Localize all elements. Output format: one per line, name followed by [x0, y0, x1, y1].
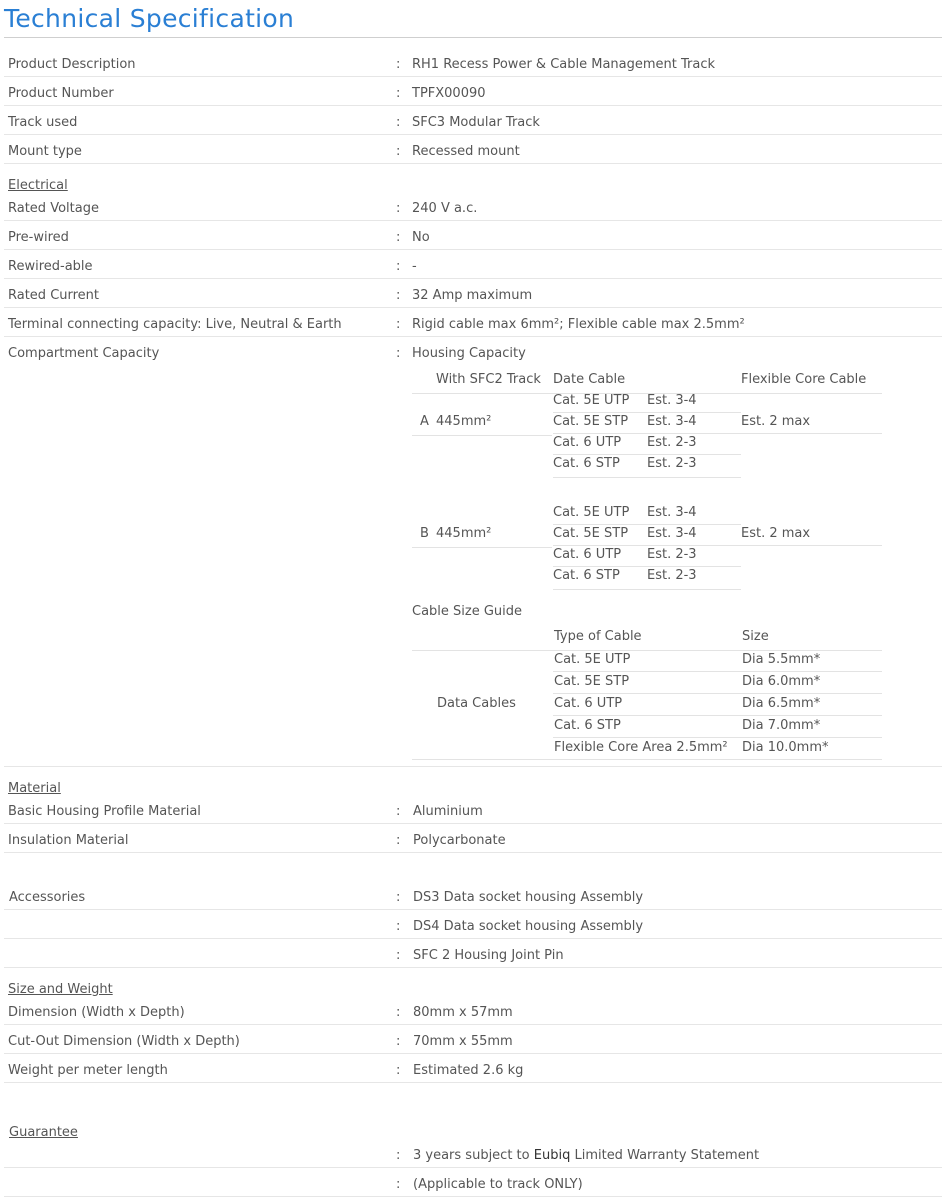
spec-label: Mount type [8, 144, 82, 159]
row-divider [4, 938, 942, 939]
spec-label: Pre-wired [8, 230, 69, 245]
housing-header-data: Date Cable [553, 372, 626, 387]
cable-estimate: Est. 3-4 [647, 393, 697, 408]
cable-estimate: Est. 2-3 [647, 568, 697, 583]
cable-type: Cat. 5E UTP [553, 393, 630, 408]
cable-guide-size: Dia 5.5mm* [742, 652, 821, 667]
colon: : [396, 86, 401, 101]
cable-guide-type: Cat. 5E STP [554, 674, 630, 689]
row-divider [4, 134, 942, 135]
row-divider [4, 1167, 942, 1168]
housing-group-id: B [420, 526, 429, 541]
spec-value: Polycarbonate [413, 833, 506, 848]
colon: : [396, 288, 401, 303]
housing-divider [412, 435, 552, 436]
housing-group-id: A [420, 414, 429, 429]
colon: : [396, 833, 401, 848]
spec-label: Accessories [9, 890, 86, 905]
spec-value: No [412, 230, 430, 245]
row-divider [4, 1024, 942, 1025]
colon: : [396, 230, 401, 245]
row-divider [4, 766, 942, 767]
spec-value: Housing Capacity [412, 346, 526, 361]
cable-guide-divider [553, 715, 882, 716]
guarantee-note: (Applicable to track ONLY) [413, 1177, 583, 1192]
cable-guide-divider [553, 737, 882, 738]
spec-label: Rewired-able [8, 259, 93, 274]
housing-divider [553, 524, 741, 525]
cable-guide-group-label: Data Cables [437, 696, 516, 711]
row-divider [4, 336, 942, 337]
housing-divider [553, 589, 741, 590]
guarantee-line [413, 1148, 759, 1163]
cable-estimate: Est. 3-4 [647, 414, 697, 429]
cable-estimate: Est. 2-3 [647, 435, 697, 450]
colon: : [396, 1005, 401, 1020]
row-divider [4, 76, 942, 77]
spec-label: Product Description [8, 57, 136, 72]
housing-header-flex: Flexible Core Cable [741, 372, 867, 387]
row-divider [4, 1082, 942, 1083]
cable-guide-size: Dia 10.0mm* [742, 740, 829, 755]
cable-guide-type: Cat. 6 UTP [554, 696, 623, 711]
section-heading-electrical: Electrical [8, 178, 68, 193]
colon: : [396, 201, 401, 216]
spec-value: 32 Amp maximum [412, 288, 533, 303]
spec-label: Terminal connecting capacity: Live, Neutral & Earth [8, 317, 342, 332]
eubiq-link[interactable]: Eubiq [533, 1148, 571, 1163]
guarantee-suffix: Limited Warranty Statement [570, 1148, 760, 1163]
housing-divider [412, 547, 552, 548]
accessory-item: DS4 Data socket housing Assembly [413, 919, 644, 934]
cable-guide-size: Dia 7.0mm* [742, 718, 821, 733]
row-divider [4, 852, 942, 853]
spec-value: SFC3 Modular Track [412, 115, 540, 130]
cable-estimate: Est. 2-3 [647, 456, 697, 471]
row-divider [4, 278, 942, 279]
cable-guide-header-size: Size [742, 629, 769, 644]
title-divider [4, 37, 942, 38]
colon: : [396, 346, 401, 361]
cable-guide-type: Cat. 5E UTP [554, 652, 631, 667]
section-heading-size-weight: Size and Weight [8, 982, 113, 997]
row-divider [4, 1053, 942, 1054]
housing-divider [553, 566, 741, 567]
colon: : [396, 948, 401, 963]
housing-group-size: 445mm² [436, 414, 492, 429]
cable-guide-type: Cat. 6 STP [554, 718, 621, 733]
accessory-item: DS3 Data socket housing Assembly [413, 890, 644, 905]
spec-value: 80mm x 57mm [413, 1005, 513, 1020]
row-divider [4, 105, 942, 106]
colon: : [396, 804, 401, 819]
housing-divider [553, 454, 741, 455]
cable-type: Cat. 6 STP [553, 568, 620, 583]
flex-estimate: Est. 2 max [741, 414, 811, 429]
colon: : [396, 1034, 401, 1049]
spec-value: RH1 Recess Power & Cable Management Track [412, 57, 716, 72]
cable-guide-heading: Cable Size Guide [412, 604, 523, 619]
spec-label: Track used [8, 115, 78, 130]
spec-label: Product Number [8, 86, 114, 101]
colon: : [396, 1148, 401, 1163]
row-divider [4, 249, 942, 250]
spec-label: Rated Current [8, 288, 100, 303]
spec-label: Dimension (Width x Depth) [8, 1005, 185, 1020]
cable-estimate: Est. 2-3 [647, 547, 697, 562]
housing-divider [553, 477, 741, 478]
spec-value: - [412, 259, 417, 274]
row-divider [4, 1196, 942, 1197]
colon: : [396, 1177, 401, 1192]
housing-header-track: With SFC2 Track [436, 372, 541, 387]
page-title: Technical Specification [4, 4, 295, 33]
spec-label: Cut-Out Dimension (Width x Depth) [8, 1034, 240, 1049]
colon: : [396, 890, 401, 905]
spec-label: Insulation Material [8, 833, 129, 848]
spec-value: Estimated 2.6 kg [413, 1063, 524, 1078]
row-divider [4, 967, 942, 968]
colon: : [396, 115, 401, 130]
colon: : [396, 919, 401, 934]
guarantee-prefix: 3 years subject to [413, 1148, 534, 1163]
spec-label: Rated Voltage [8, 201, 99, 216]
cable-guide-type: Flexible Core Area 2.5mm² [554, 740, 728, 755]
spec-value: Recessed mount [412, 144, 520, 159]
cable-type: Cat. 5E UTP [553, 505, 630, 520]
colon: : [396, 57, 401, 72]
section-heading-guarantee: Guarantee [9, 1125, 78, 1140]
cable-type: Cat. 5E STP [553, 526, 629, 541]
spec-value: 70mm x 55mm [413, 1034, 513, 1049]
cable-guide-header-type: Type of Cable [554, 629, 642, 644]
cable-type: Cat. 6 UTP [553, 435, 622, 450]
housing-divider [553, 433, 882, 434]
spec-label: Weight per meter length [8, 1063, 168, 1078]
accessory-item: SFC 2 Housing Joint Pin [413, 948, 564, 963]
cable-type: Cat. 5E STP [553, 414, 629, 429]
housing-divider [553, 412, 741, 413]
colon: : [396, 259, 401, 274]
spec-label: Basic Housing Profile Material [8, 804, 201, 819]
cable-guide-divider [412, 759, 882, 760]
housing-divider [553, 545, 882, 546]
cable-guide-size: Dia 6.5mm* [742, 696, 821, 711]
row-divider [4, 163, 942, 164]
cable-estimate: Est. 3-4 [647, 505, 697, 520]
spec-value: Rigid cable max 6mm²; Flexible cable max 2.5mm² [412, 317, 745, 332]
row-divider [4, 307, 942, 308]
cable-type: Cat. 6 UTP [553, 547, 622, 562]
colon: : [396, 1063, 401, 1078]
spec-value: Aluminium [413, 804, 483, 819]
colon: : [396, 144, 401, 159]
colon: : [396, 317, 401, 332]
spec-label: Compartment Capacity [8, 346, 160, 361]
section-heading-material: Material [8, 781, 61, 796]
flex-estimate: Est. 2 max [741, 526, 811, 541]
row-divider [4, 220, 942, 221]
row-divider [4, 909, 942, 910]
cable-guide-divider [553, 693, 882, 694]
spec-value: TPFX00090 [412, 86, 486, 101]
cable-estimate: Est. 3-4 [647, 526, 697, 541]
spec-value: 240 V a.c. [412, 201, 478, 216]
cable-guide-size: Dia 6.0mm* [742, 674, 821, 689]
cable-type: Cat. 6 STP [553, 456, 620, 471]
row-divider [4, 823, 942, 824]
cable-guide-divider [553, 671, 882, 672]
cable-guide-divider [412, 650, 882, 651]
housing-group-size: 445mm² [436, 526, 492, 541]
